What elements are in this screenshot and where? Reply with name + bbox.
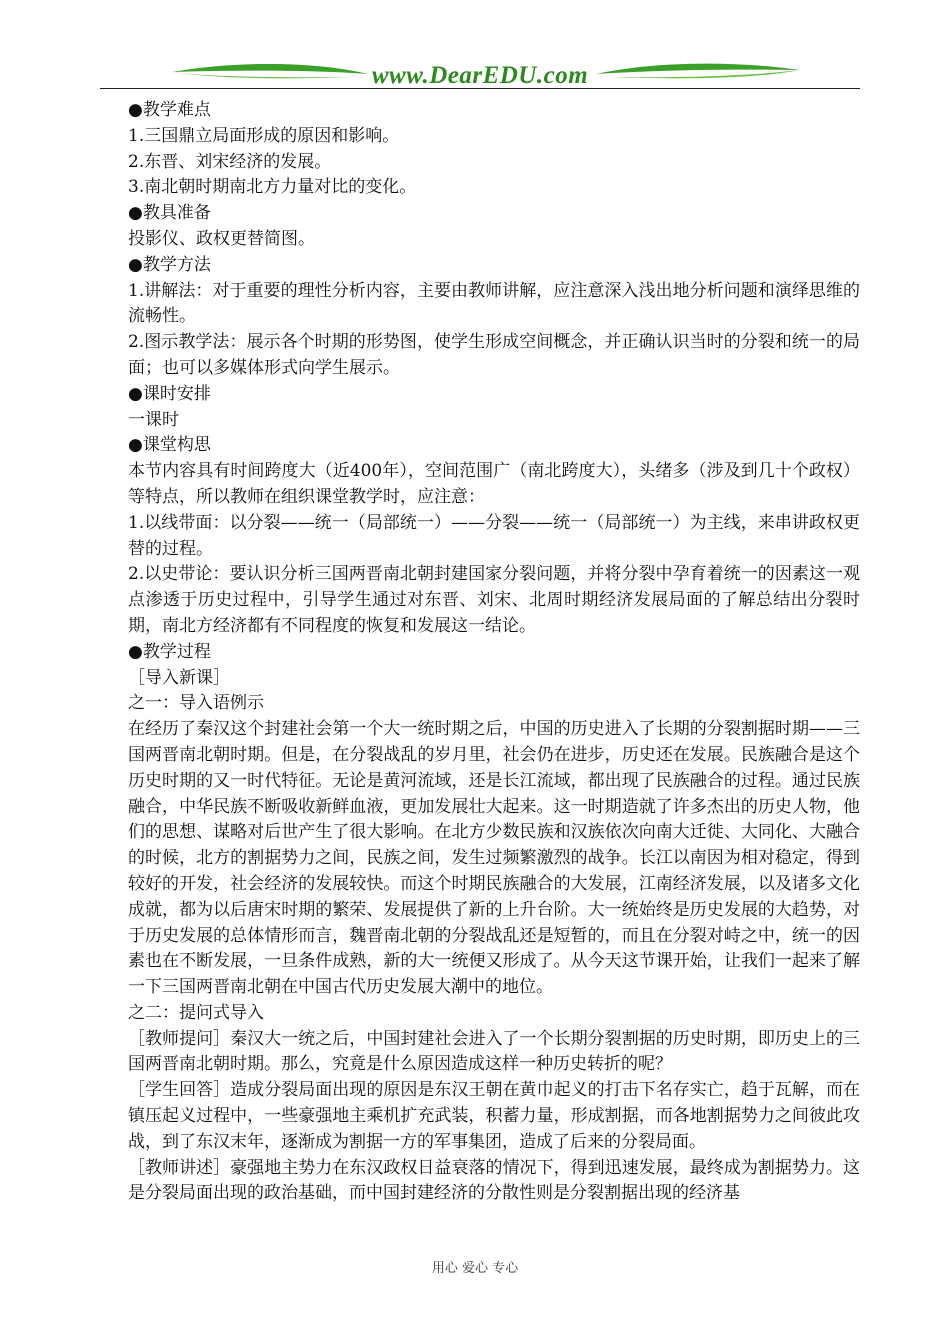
- document-body: [128, 98, 860, 1207]
- design-item-1: 1.以线带面：以分裂——统一（局部统一）——分裂——统一（局部统一）为主线，来串讲政权更替的过程。: [128, 512, 860, 559]
- intro-two-title: 之二：提问式导入: [128, 1002, 264, 1023]
- header-rule: [100, 88, 860, 89]
- design-intro: 本节内容具有时间跨度大（近400年），空间范围广（南北跨度大），头绪多（涉及到几十个政权）等特点，所以教师在组织课堂教学时，应注意：: [128, 461, 860, 507]
- teacher-question: ［教师提问］秦汉大一统之后，中国封建社会进入了一个长期分裂割据的历史时期，即历史上的三国两晋南北朝时期。那么，究竟是什么原因造成这样一种历史转折的呢？: [128, 1028, 860, 1075]
- site-url[interactable]: www.DearEDU.com: [371, 62, 589, 89]
- schedule-text: 一课时: [128, 409, 179, 430]
- difficulty-item-2: 2.东晋、刘宋经济的发展。: [128, 151, 332, 172]
- page-header: [100, 58, 860, 90]
- difficulty-item-3: 3.南北朝时期南北方力量对比的变化。: [128, 177, 417, 198]
- heading-difficulty: ●教学难点: [128, 100, 211, 120]
- heading-schedule: ●课时安排: [128, 383, 211, 404]
- intro-label: ［导入新课］: [128, 667, 230, 688]
- teacher-statement: ［教师讲述］豪强地主势力在东汉政权日益衰落的情况下，得到迅速发展，最终成为割据势力。这是分裂局面出现的政治基础，而中国封建经济的分散性则是分裂割据出现的经济基: [128, 1157, 860, 1204]
- intro-one-text: 在经历了秦汉这个封建社会第一个大一统时期之后，中国的历史进入了长期的分裂割据时期——三国两晋南北朝时期。但是，在分裂战乱的岁月里，社会仍在进步，历史还在发展。民族融合是这个历史时期的又一时代特征。无论是黄河流域，还是长江流域，都出现了民族融合的过程。通过民族融合，中华民族不断吸收新鲜血液，更加发展壮大起来。这一时期造就了许多杰出的历史人物，他们的思想、谋略对后世产生了很大影响。在北方少数民族和汉族依次向南大迁徙、大同化、大融合的时候，北方的割据势力之间，民族之间，发生过频繁激烈的战争。长江以南因为相对稳定，得到较好的开发，社会经济的发展较快。而这个时期民族融合的大发展，江南经济发展，以及诸多文化成就，都为以后唐宋时期的繁荣、发展提供了新的上升台阶。大一统始终是历史发展的大趋势，对于历史发展的总体情形而言，魏晋南北朝的分裂战乱还是短暂的，而且在分裂对峙之中，统一的因素也在不断发展，一旦条件成熟，新的大一统便又形成了。从今天这节课开始，让我们一起来了解一下三国两晋南北朝在中国古代历史发展大潮中的地位。: [128, 719, 860, 998]
- design-item-2: 2.以史带论：要认识分析三国两晋南北朝封建国家分裂问题，并将分裂中孕育着统一的因素这一观点渗透于历史过程中，引导学生通过对东晋、刘宋、北周时期经济发展局面的了解总结出分裂时期，南北方经济都有不同程度的恢复和发展这一结论。: [128, 564, 860, 636]
- intro-one-title: 之一：导入语例示: [128, 693, 264, 714]
- method-item-2: 2.图示教学法：展示各个时期的形势图，使学生形成空间概念，并正确认识当时的分裂和统一的局面；也可以多媒体形式向学生展示。: [128, 332, 860, 378]
- heading-process: ●教学过程: [128, 641, 211, 662]
- page-footer: 用心 爱心 专心: [431, 1261, 519, 1276]
- tools-text: 投影仪、政权更替简图。: [128, 228, 315, 249]
- heading-tools: ●教具准备: [128, 203, 211, 224]
- heading-methods: ●教学方法: [128, 254, 211, 275]
- student-answer: ［学生回答］造成分裂局面出现的原因是东汉王朝在黄巾起义的打击下名存实亡，趋于瓦解，而在镇压起义过程中，一些豪强地主乘机扩充武装，积蓄力量，形成割据，而各地割据势力之间彼此攻战，到了东汉末年，逐渐成为割据一方的军事集团，造成了后来的分裂局面。: [128, 1080, 860, 1152]
- heading-design: ●课堂构思: [128, 435, 211, 456]
- method-item-1: 1.讲解法：对于重要的理性分析内容，主要由教师讲解，应注意深入浅出地分析问题和演绎思维的流畅性。: [128, 280, 860, 327]
- difficulty-item-1: 1.三国鼎立局面形成的原因和影响。: [128, 125, 400, 146]
